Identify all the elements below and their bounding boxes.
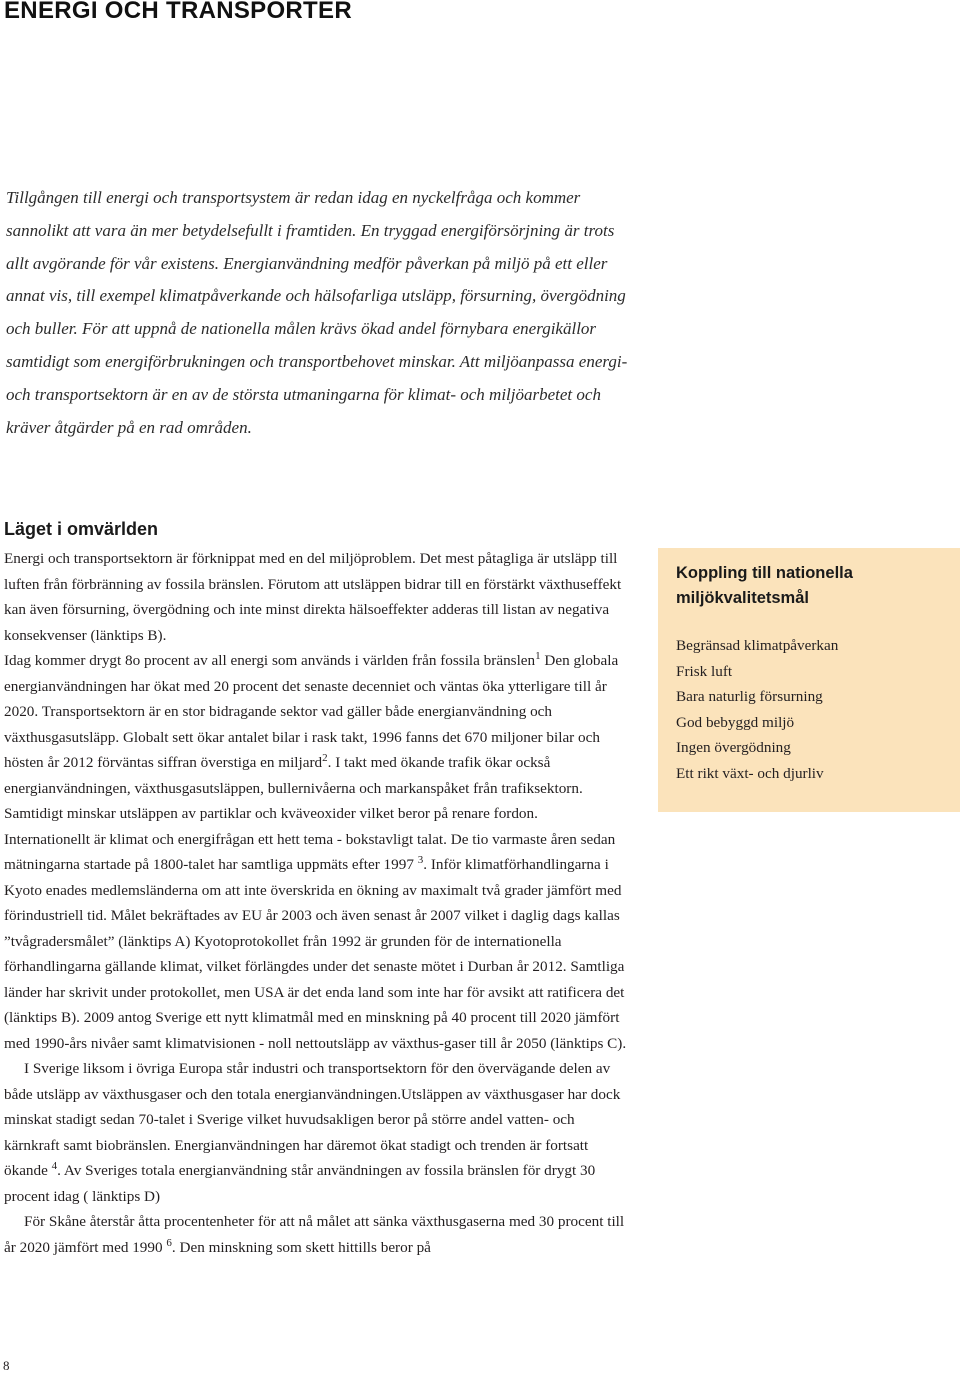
environmental-goals-heading: Koppling till nationella miljökvalitetsmål — [676, 564, 853, 607]
paragraph-2-text-a: Idag kommer drygt 8o procent av all energi som används i världen från fossila bränslen — [4, 652, 536, 669]
footnote-ref-4: 4 — [51, 1159, 58, 1172]
paragraph-1: Energi och transportsektorn är förknippat med en del miljöproblem. Det mest påtagliga är utsläpp till luften från förbränning av fossila bränslen. Förutom att utsläppen bidrar till en förstärkt växthuseffekt kan även försurning, övergödning och inte minst direkta hälsoeffekter adderas till listan av negativa konsekvenser (länktips B). — [4, 550, 622, 644]
goal-item: Ingen övergödning — [676, 739, 791, 756]
paragraph-2-text-c: . I takt med ökande trafik ökar också energianvändningen, växthusgasutsläppen, bullernivåerna och markanspåket från trafiksektorn. Samtidigt minskar utsläppen av partiklar och kväveoxider vilket beror på renare fordon. — [4, 754, 583, 822]
footnote-ref-3: 3 — [417, 853, 424, 866]
footnote-ref-2: 2 — [322, 751, 328, 764]
goal-item: God bebyggd miljö — [676, 713, 795, 731]
paragraph-2 — [4, 648, 632, 827]
section-heading: Läget i omvärlden — [4, 519, 159, 539]
paragraph-4 — [4, 1056, 632, 1209]
environmental-goals-list — [676, 633, 944, 786]
paragraph-5-text-a: För Skåne återstår åtta procentenheter för att nå målet att sänka växthusgaserna med 30 procent till år 2020 jämfört med 1990 — [4, 1213, 625, 1256]
goal-item: Frisk luft — [676, 662, 733, 680]
paragraph-3 — [4, 827, 632, 1057]
paragraph-4-text-b: . Av Sveriges totala energianvändning står användningen av fossila bränslen för drygt 30 procent idag ( länktips D) — [4, 1162, 596, 1205]
page-number: 8 — [3, 1358, 10, 1373]
paragraph-5-text-b: . Den minskning som skett hittills beror på — [171, 1238, 431, 1256]
paragraph-4-text-a: I Sverige liksom i övriga Europa står industri och transportsektorn för den övervägande delen av både utsläpp av växthusgaser och den totala energianvändningen.Utsläppen av växthusgaser har dock minskat stadigt sedan 70-talet i Sverige vilket huvudsakligen beror på större andel vatten- och kärnkraft samt biobränslen. Energianvändningen har däremot ökat stadigt och trenden är fortsatt ökande — [4, 1060, 621, 1179]
paragraph-3-text-a: Internationellt är klimat och energifrågan ett hett tema - bokstavligt talat. De tio varmaste åren sedan mätningarna startade på 1800-talet har samtliga uppmäts efter 1997 — [4, 830, 616, 873]
body-text — [4, 546, 632, 1260]
intro-paragraph: Tillgången till energi och transportsystem är redan idag en nyckelfråga och kommer sannolikt att vara än mer betydelsefullt i framtiden. En tryggad energiförsörjning är trots allt avgörande för vår existens. Energianvändning medför påverkan på miljö på ett eller annat vis, till exempel klimatpåverkande och hälsofarliga utsläpp, försurning, övergödning och buller. För att uppnå de nationella målen krävs ökad andel förnybara energikällor samtidigt som energiförbrukningen och transportbehovet minskar. Att miljöanpassa energi- och transportsektorn är en av de största utmaningarna för klimat- och miljöarbetet och kräver åtgärder på en rad områden. — [6, 188, 628, 437]
paragraph-2-text-b: Den globala energianvändningen har ökat med 20 procent det senaste decenniet och väntas öka ytterligare till år 2020. Transportsektorn är en stor bidragande sektor vad gäller både energianvändning och växthusgasutsläpp. Globalt sett ökar antalet bilar i rask takt, 1996 fanns det 670 miljoner bilar och hösten år 2012 förväntas siffran överstiga en miljard — [4, 652, 619, 771]
goal-item: Bara naturlig försurning — [676, 688, 823, 705]
goal-item: Ett rikt växt- och djurliv — [676, 764, 824, 782]
paragraph-3-text-b: . Inför klimatförhandlingarna i Kyoto enades medlemsländerna om att inte överskrida en ökning av maximalt två grader jämfört med förindustriell tid. Målet bekräftades av EU år 2003 och även senast år 2007 vilket i daglig dags kallas ”tvågradersmålet” (länktips A) Kyotoprotokollet från 1992 är grunden för de internationella förhandlingarna gällande klimat, vilket förlängdes under det senaste mötet i Durban år 2012. Samtliga länder har skrivit under protokollet, men USA är det enda land som inte har för avsikt att ratificera det (länktips B). 2009 antog Sverige ett nytt klimatmål med en minskning på 40 procent till 2020 jämfört med 1990-års nivåer samt klimatvisionen - noll nettoutsläpp av växthus-gaser till år 2050 (länktips C). — [4, 856, 627, 1052]
environmental-goals-box — [658, 548, 960, 812]
footnote-ref-1: 1 — [535, 649, 541, 662]
paragraph-5 — [4, 1209, 632, 1260]
page-title: ENERGI OCH TRANSPORTER — [4, 0, 352, 24]
footnote-ref-6: 6 — [166, 1236, 172, 1249]
goal-item: Begränsad klimatpåverkan — [676, 637, 839, 654]
